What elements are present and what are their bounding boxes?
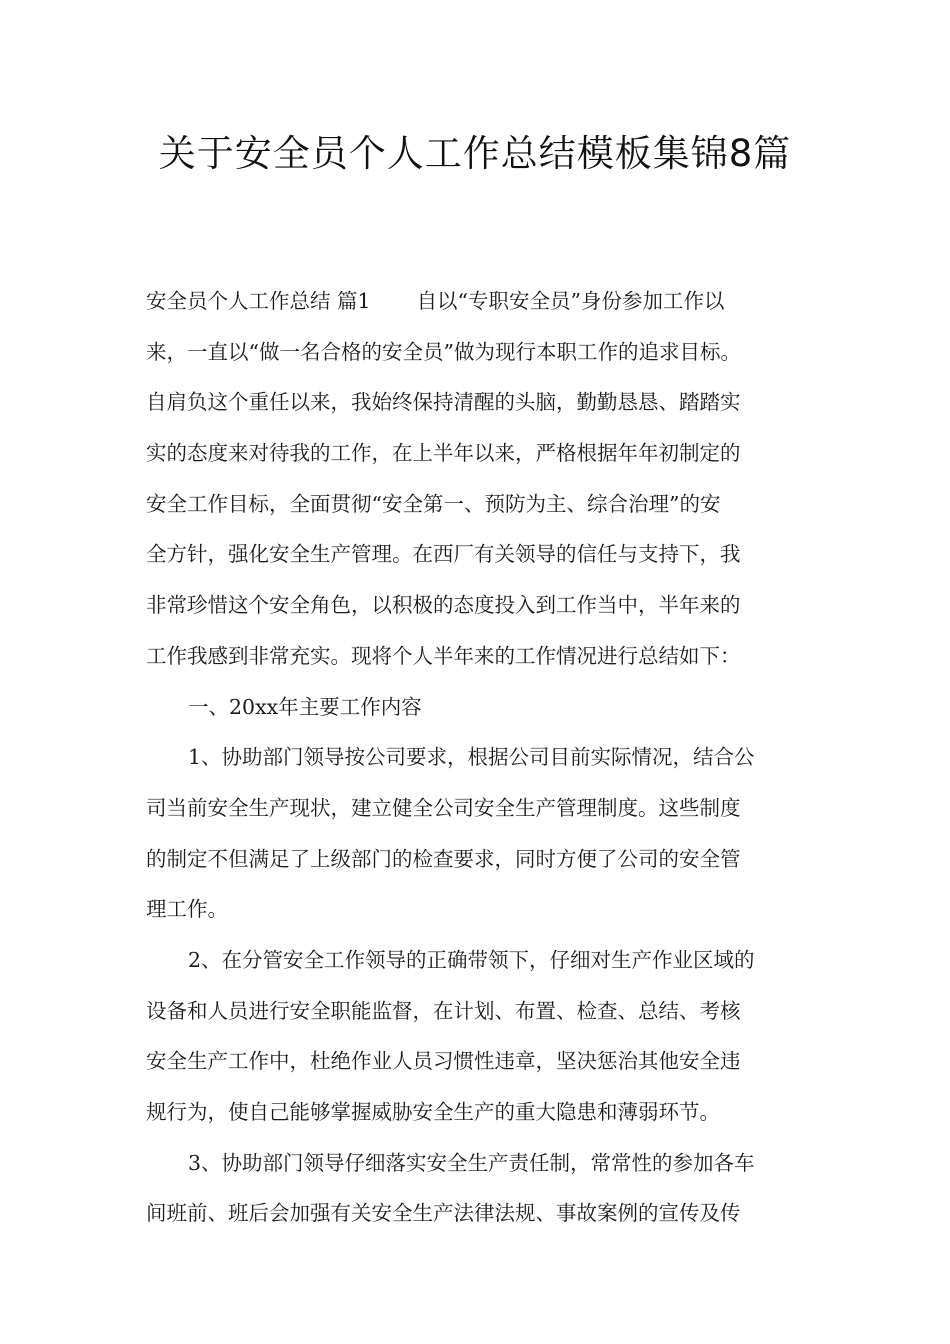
text-line: 3、协助部门领导仔细落实安全生产责任制，常常性的参加各车 — [188, 1150, 755, 1175]
text-line — [146, 285, 811, 336]
text-line: 非常珍惜这个安全角色，以积极的态度投入到工作当中，半年来的 — [146, 593, 741, 618]
text-line: 全方针，强化安全生产管理。在西厂有关领导的信任与支持下，我 — [146, 542, 741, 567]
text-line-content: 自以“专职安全员”身份参加工作以 — [416, 289, 725, 313]
text-line: 间班前、班后会加强有关安全生产法律法规、事故案例的宣传及传 — [146, 1201, 741, 1226]
text-line: 来，一直以“做一名合格的安全员”做为现行本职工作的追求目标。 — [146, 339, 741, 364]
text-line: 规行为，使自己能够掌握威胁安全生产的重大隐患和薄弱环节。 — [146, 1100, 720, 1124]
text-line: 安全工作目标，全面贯彻“安全第一、预防为主、综合治理”的安 — [146, 491, 721, 516]
text-line: 2、在分管安全工作领导的正确带领下，仔细对生产作业区域的 — [188, 947, 755, 972]
text-line: 司当前安全生产现状，建立健全公司安全生产管理制度。这些制度 — [146, 795, 741, 820]
text-line: 理工作。 — [146, 897, 228, 922]
section-heading: 安全员个人工作总结 篇1 — [146, 289, 371, 313]
document-body — [146, 285, 811, 1248]
document-title: 关于安全员个人工作总结模板集锦8篇 — [158, 132, 792, 175]
text-line: 的制定不但满足了上级部门的检查要求，同时方便了公司的安全管 — [146, 846, 741, 871]
text-line: 自肩负这个重任以来，我始终保持清醒的头脑，勤勤恳恳、踏踏实 — [146, 390, 741, 415]
text-line: 实的态度来对待我的工作，在上半年以来，严格根据年年初制定的 — [146, 441, 741, 466]
text-line: 工作我感到非常充实。现将个人半年来的工作情况进行总结如下： — [146, 643, 741, 668]
text-line: 1、协助部门领导按公司要求，根据公司目前实际情况，结合公 — [188, 745, 755, 770]
text-line: 安全生产工作中，杜绝作业人员习惯性违章，坚决惩治其他安全违 — [146, 1049, 741, 1074]
text-line: 设备和人员进行安全职能监督，在计划、布置、检查、总结、考核 — [146, 998, 741, 1023]
subsection-heading: 一、20xx年主要工作内容 — [188, 694, 422, 719]
